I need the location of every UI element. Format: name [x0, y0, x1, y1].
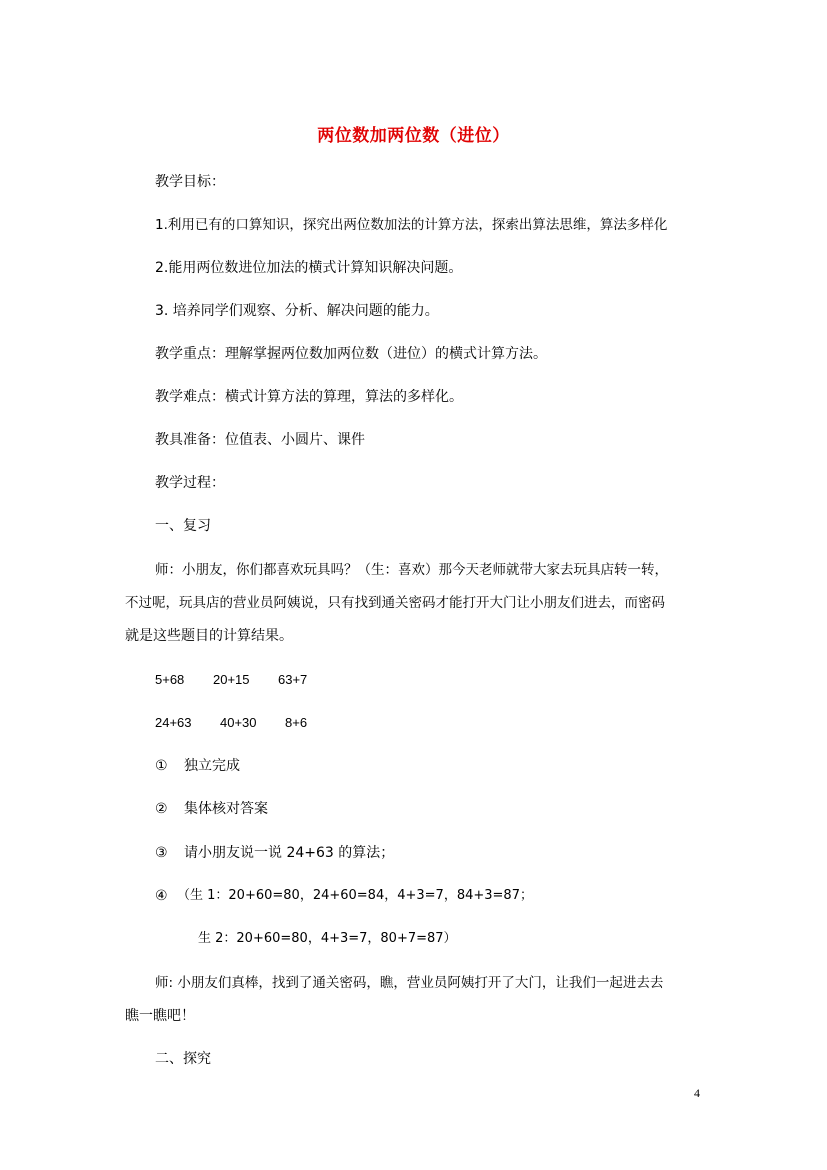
- teacher-paragraph-2-line-1: 师: 小朋友们真棒，找到了通关密码，瞧，营业员阿姨打开了大门，让我们一起进去去: [155, 975, 664, 991]
- step-text: 独立完成: [184, 758, 240, 774]
- objective-1: 1.利用已有的口算知识，探究出两位数加法的计算方法，探索出算法思维，算法多样化: [155, 217, 668, 233]
- objectives-heading: 教学目标：: [155, 174, 225, 190]
- teaching-aids: 教具准备：位值表、小圆片、课件: [155, 432, 365, 448]
- teacher-paragraph-1-line-1: 师：小朋友，你们都喜欢玩具吗？（生：喜欢）那今天老师就带大家去玩具店转一转，: [155, 562, 668, 578]
- step-4: [155, 886, 533, 906]
- step-text: 集体核对答案: [184, 801, 268, 817]
- section-review-heading: 一、复习: [155, 518, 211, 534]
- page-title: 两位数加两位数（进位）: [317, 126, 510, 146]
- expression: 24+63: [155, 715, 192, 730]
- key-point: 教学重点：理解掌握两位数加两位数（进位）的横式计算方法。: [155, 346, 547, 362]
- difficult-point: 教学难点：横式计算方法的算理，算法的多样化。: [155, 389, 463, 405]
- teacher-paragraph-1-line-3: 就是这些题目的计算结果。: [125, 628, 293, 644]
- expression: 40+30: [220, 715, 257, 730]
- objective-3: 3. 培养同学们观察、分析、解决问题的能力。: [155, 303, 439, 319]
- teacher-paragraph-2-line-2: 瞧一瞧吧！: [125, 1008, 195, 1024]
- step-marker: ③: [155, 845, 168, 861]
- step-text: （生 1：20+60=80，24+60=84，4+3=7，84+3=87；: [177, 888, 533, 903]
- expression: 8+6: [285, 715, 308, 730]
- section-explore-heading: 二、探究: [155, 1051, 211, 1067]
- expression: 63+7: [278, 672, 308, 687]
- step-marker: ④: [155, 888, 168, 904]
- step-marker: ②: [155, 801, 168, 817]
- step-1: [155, 756, 240, 776]
- step-4-continued: 生 2：20+60=80，4+3=7，80+7=87）: [198, 931, 457, 946]
- expression: 20+15: [213, 672, 250, 687]
- step-2: [155, 799, 268, 819]
- teacher-paragraph-1-line-2: 不过呢，玩具店的营业员阿姨说，只有找到通关密码才能打开大门让小朋友们进去，而密码: [125, 595, 665, 611]
- objective-2: 2.能用两位数进位加法的横式计算知识解决问题。: [155, 260, 463, 276]
- step-marker: ①: [155, 758, 168, 774]
- page-number: 4: [694, 1086, 700, 1100]
- step-3: [155, 843, 395, 863]
- expression: 5+68: [155, 672, 185, 687]
- process-heading: 教学过程：: [155, 475, 225, 491]
- step-text: 请小朋友说一说 24+63 的算法；: [184, 845, 395, 861]
